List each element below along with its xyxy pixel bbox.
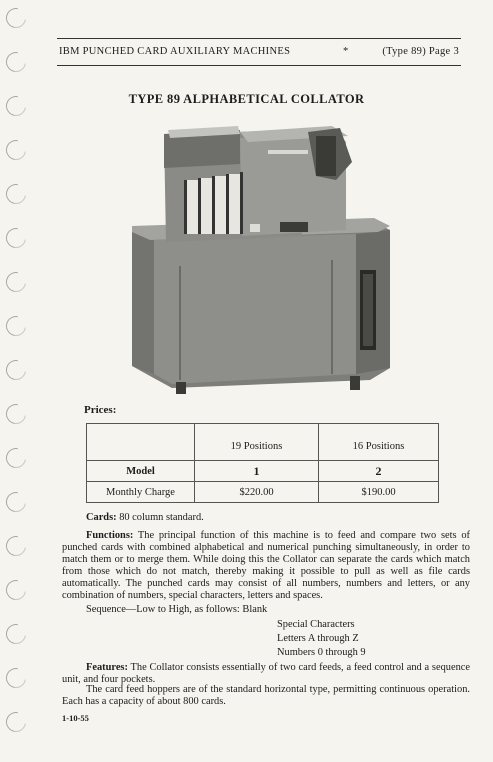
features-label: Features:: [86, 662, 128, 673]
binder-hole: [2, 268, 30, 296]
list-item: Special Characters: [277, 619, 355, 630]
prices-label: Prices:: [84, 404, 117, 416]
binder-hole: [2, 312, 30, 340]
binder-hole: [2, 136, 30, 164]
header-page-number: (Type 89) Page 3: [382, 46, 459, 57]
functions-label: Functions:: [86, 530, 134, 541]
row-label: Model: [87, 461, 195, 482]
cards-text: 80 column standard.: [116, 512, 204, 523]
header-title: IBM PUNCHED CARD AUXILIARY MACHINES: [59, 46, 291, 57]
table-cell: 1: [195, 461, 319, 482]
table-header-cell: 19 Positions: [195, 424, 319, 461]
table-cell: $190.00: [319, 482, 439, 503]
list-item: Letters A through Z: [277, 633, 359, 644]
binder-hole: [2, 708, 30, 736]
sequence-intro: Sequence—Low to High, as follows: Blank: [86, 604, 268, 615]
cards-paragraph: [86, 512, 476, 524]
binder-hole: [2, 224, 30, 252]
binder-hole: [2, 664, 30, 692]
prices-table: [86, 423, 439, 503]
list-item: Numbers 0 through 9: [277, 647, 366, 658]
table-cell: $220.00: [195, 482, 319, 503]
binder-hole: [2, 488, 30, 516]
binder-hole: [2, 48, 30, 76]
table-cell: 2: [319, 461, 439, 482]
binder-hole: [2, 4, 30, 32]
page-title: TYPE 89 ALPHABETICAL COLLATOR: [128, 92, 365, 106]
header-separator: *: [343, 46, 349, 57]
running-header: [57, 38, 461, 66]
revision-date: 1-10-55: [62, 713, 89, 723]
binder-hole: [2, 532, 30, 560]
table-cell: [87, 424, 195, 461]
feed-paragraph: The card feed hoppers are of the standard horizontal type, permitting continuous operation. Each has a capacity of about 800 cards.: [62, 684, 470, 707]
table-row: [87, 424, 439, 461]
binder-hole: [2, 180, 30, 208]
functions-text: The principal function of this machine is to feed and compare two sets of punched cards with combined alphabetical and numerical punching simultaneously, in order to match them or to merge them. While doing this the Collator can separate the cards which match from those which do not match, thereby making it possible to pull as well as file cards automatically. The punched cards may consist of all numbers, numbers and letters, or any combination of numbers, special characters, letters and spaces.: [62, 530, 470, 601]
binder-hole: [2, 576, 30, 604]
binder-hole: [2, 444, 30, 472]
row-label: Monthly Charge: [87, 482, 195, 503]
binder-hole: [2, 356, 30, 384]
binder-hole: [2, 620, 30, 648]
table-row: [87, 461, 439, 482]
binder-hole: [2, 400, 30, 428]
sequence-list: [277, 618, 366, 660]
functions-paragraph: [62, 530, 470, 602]
features-paragraph: [62, 662, 470, 686]
table-row: [87, 482, 439, 503]
features-text: The Collator consists essentially of two card feeds, a feed control and a sequence unit, and four pockets.: [62, 662, 470, 685]
table-header-cell: 16 Positions: [319, 424, 439, 461]
cards-label: Cards:: [86, 512, 117, 523]
collator-machine-photo: [120, 118, 395, 403]
